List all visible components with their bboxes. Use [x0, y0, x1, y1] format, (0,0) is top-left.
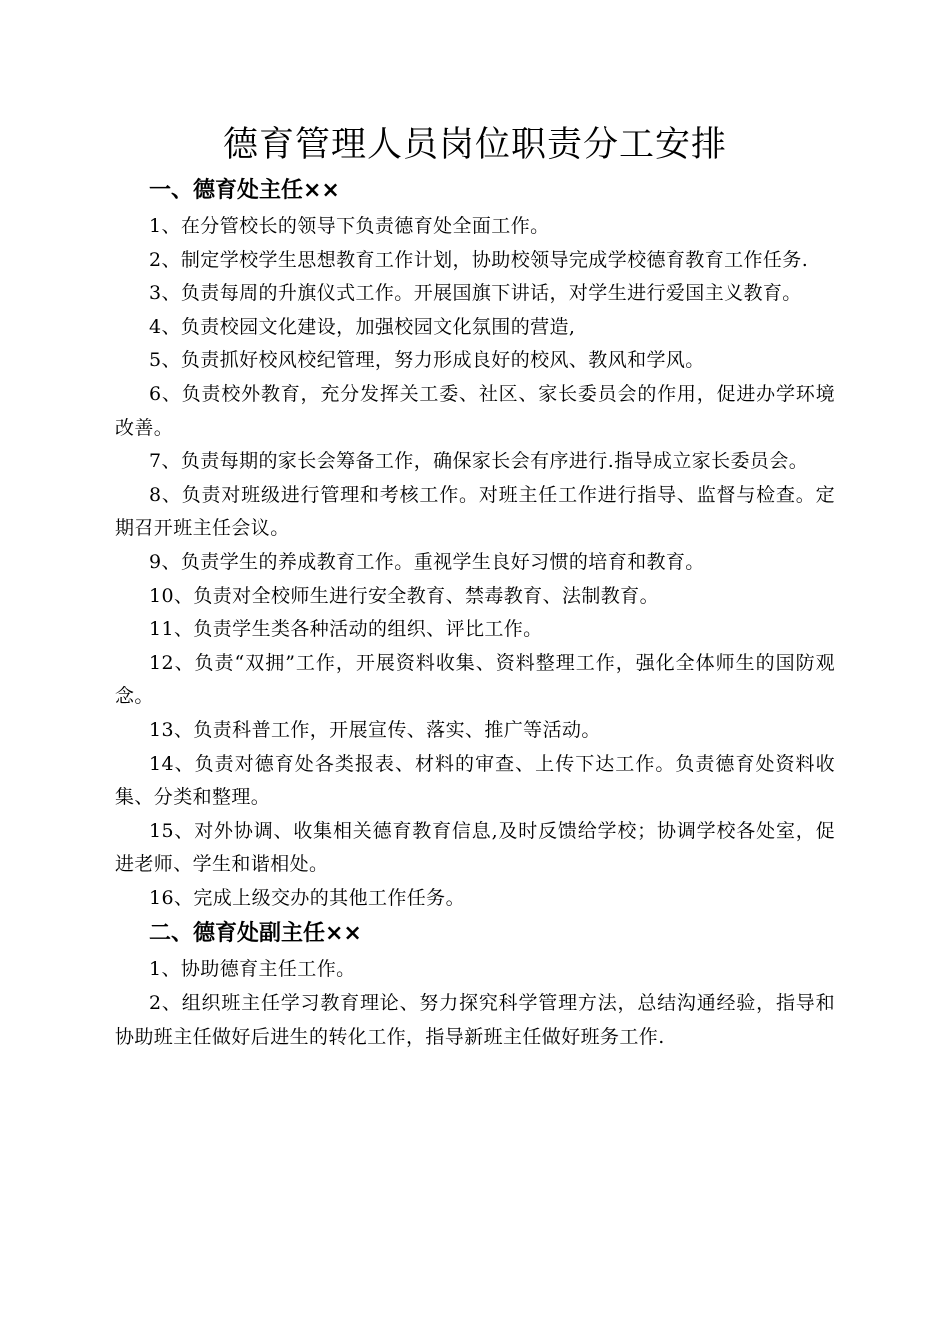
duty-item: 3、负责每周的升旗仪式工作。开展国旗下讲话，对学生进行爱国主义教育。: [149, 282, 802, 305]
duty-item: 2、制定学校学生思想教育工作计划，协助校领导完成学校德育教育工作任务.: [149, 248, 809, 271]
duty-item: 8、负责对班级进行管理和考核工作。对班主任工作进行指导、监督与检查。定期召开班主任会议。: [115, 483, 835, 540]
duty-item: 1、在分管校长的领导下负责德育处全面工作。: [149, 215, 550, 237]
duty-item: 9、负责学生的养成教育工作。重视学生良好习惯的培育和教育。: [149, 550, 705, 573]
section-director: [115, 172, 835, 915]
duty-item: 11、负责学生类各种活动的组织、评比工作。: [149, 618, 543, 641]
section-heading: 一、德育处主任××: [149, 178, 340, 203]
document-title: 德育管理人员岗位职责分工安排: [222, 125, 727, 165]
duty-item: 6、负责校外教育，充分发挥关工委、社区、家长委员会的作用，促进办学环境改善。: [115, 382, 835, 439]
duty-item: 1、协助德育主任工作。: [149, 958, 356, 981]
duty-item: 16、完成上级交办的其他工作任务。: [149, 886, 465, 909]
document-page: [115, 118, 835, 1054]
duty-item: 14、负责对德育处各类报表、材料的审查、上传下达工作。负责德育处资料收集、分类和整理。: [115, 752, 835, 809]
duty-item: 12、负责“双拥”工作，开展资料收集、资料整理工作，强化全体师生的国防观念。: [115, 651, 835, 708]
duty-item: 13、负责科普工作，开展宣传、落实、推广等活动。: [149, 718, 601, 741]
section-deputy-director: [115, 915, 835, 1054]
duty-list: [115, 210, 835, 915]
duty-list: [115, 953, 835, 1054]
duty-item: 2、组织班主任学习教育理论、努力探究科学管理方法，总结沟通经验，指导和协助班主任做好后进生的转化工作，指导新班主任做好班务工作.: [115, 992, 835, 1048]
duty-item: 10、负责对全校师生进行安全教育、禁毒教育、法制教育。: [149, 584, 659, 607]
duty-item: 7、负责每期的家长会筹备工作，确保家长会有序进行.指导成立家长委员会。: [149, 450, 809, 473]
duty-item: 15、对外协调、收集相关德育教育信息,及时反馈给学校；协调学校各处室，促进老师、学生和谐相处。: [115, 819, 835, 876]
duty-item: 4、负责校园文化建设，加强校园文化氛围的营造,: [149, 315, 576, 338]
duty-item: 5、负责抓好校风校纪管理，努力形成良好的校风、教风和学风。: [149, 349, 705, 372]
section-heading: 二、德育处副主任××: [149, 921, 362, 947]
